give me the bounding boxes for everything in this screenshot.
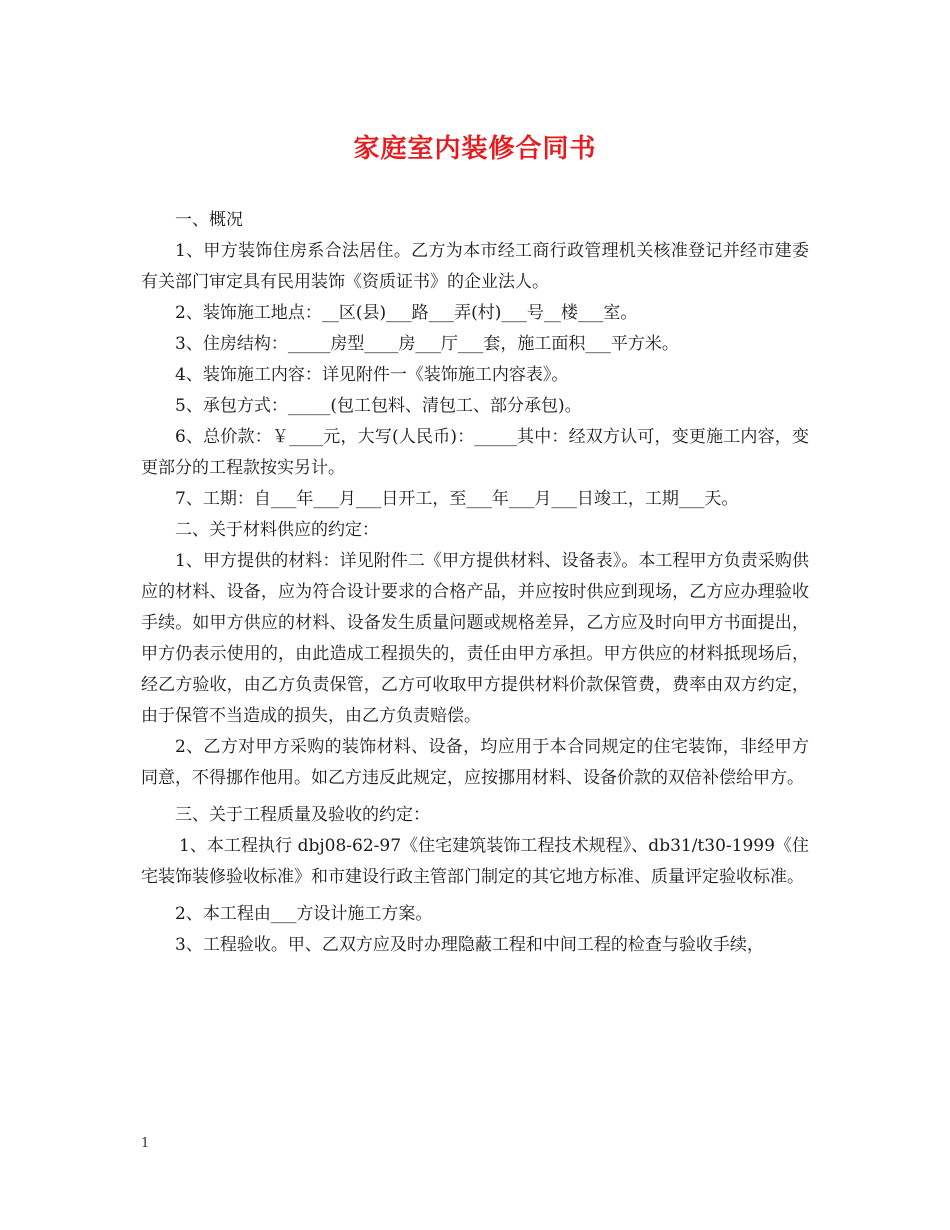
- paragraph-2-1: 1、甲方提供的材料：详见附件二《甲方提供材料、设备表》。本工程甲方负责采购供应的材料、设备，应为符合设计要求的合格产品，并应按时供应到现场，乙方应办理验收手续。如甲方供应的材料、设备发生质量问题或规格差异，乙方应及时向甲方书面提出，甲方仍表示使用的，由此造成工程损失的，责任由甲方承担。甲方供应的材料抵现场后，经乙方验收，由乙方负责保管，乙方可收取甲方提供材料价款保管费，费率由双方约定，由于保管不当造成的损失，由乙方负责赔偿。: [141, 551, 809, 726]
- document-title: 家庭室内装修合同书: [353, 134, 597, 164]
- section-heading-materials: 二、关于材料供应的约定：: [175, 520, 379, 540]
- paragraph-3-3: 3、工程验收。甲、乙双方应及时办理隐蔽工程和中间工程的检查与验收手续，: [175, 935, 764, 955]
- section-heading-quality: 三、关于工程质量及验收的约定：: [175, 805, 430, 825]
- paragraph-1-1: 1、甲方装饰住房系合法居住。乙方为本市经工商行政管理机关核准登记并经市建委有关部门审定具有民用装饰《资质证书》的企业法人。: [141, 241, 809, 292]
- paragraph-1-6: 6、总价款：￥____元，大写(人民币)：_____其中：经双方认可，变更施工内容，变更部分的工程款按实另计。: [141, 427, 809, 478]
- document-body: [141, 205, 809, 961]
- paragraph-1-2: 2、装饰施工地点：__区(县)___路___弄(村)___号__楼___室。: [175, 303, 638, 323]
- paragraph-1-4: 4、装饰施工内容：详见附件一《装饰施工内容表》。: [175, 365, 569, 385]
- paragraph-3-1: 1、本工程执行 dbj08-62-97《住宅建筑装饰工程技术规程》、db31/t30-1999《住宅装饰装修验收标准》和市建设行政主管部门制定的其它地方标准、质量评定验收标准。: [141, 836, 809, 887]
- paragraph-1-3: 3、住房结构：_____房型____房___厅___套，施工面积___平方米。: [175, 334, 679, 354]
- paragraph-1-7: 7、工期：自___年___月___日开工，至___年___月___日竣工，工期___天。: [175, 489, 739, 509]
- page-number: 1: [141, 1136, 150, 1151]
- section-heading-overview: 一、概况: [175, 210, 243, 230]
- paragraph-1-5: 5、承包方式：_____(包工包料、清包工、部分承包)。: [175, 396, 582, 416]
- paragraph-2-2: 2、乙方对甲方采购的装饰材料、设备，均应用于本合同规定的住宅装饰，非经甲方同意，不得挪作他用。如乙方违反此规定，应按挪用材料、设备价款的双倍补偿给甲方。: [141, 737, 809, 788]
- paragraph-3-2: 2、本工程由___方设计施工方案。: [175, 904, 433, 924]
